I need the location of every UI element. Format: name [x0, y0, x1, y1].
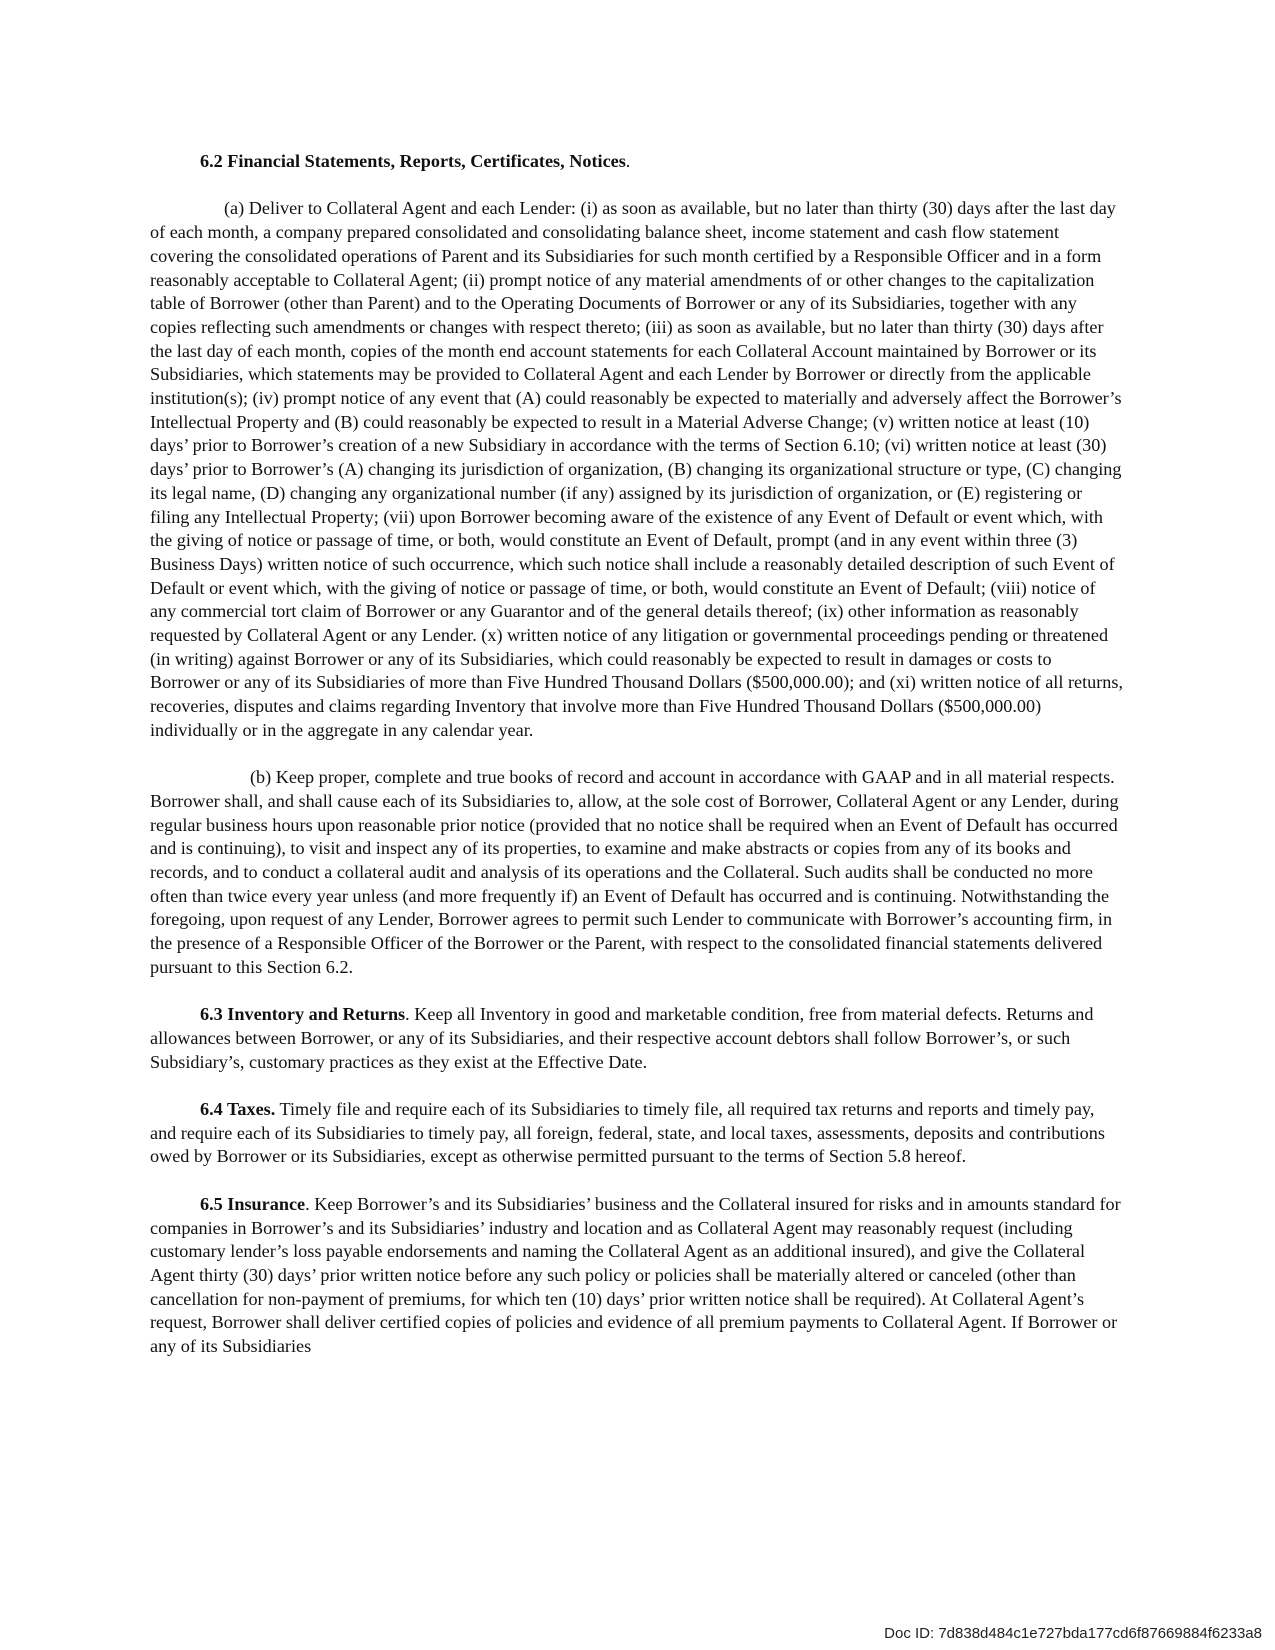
section-6-2-title-period: .	[625, 151, 631, 171]
section-6-2-paragraph-a: (a) Deliver to Collateral Agent and each Lender: (i) as soon as available, but no later than thirty (30) days after the last day of each month, a company prepared consolidated and consolidating balance sheet, income statement and cash flow statement covering the consolidated operations of Parent and its Subsidiaries for such month certified by a Responsible Officer and in a form reasonably acceptable to Collateral Agent; (ii) prompt notice of any material amendments of or other changes to the capitalization table of Borrower (other than Parent) and to the Operating Documents of Borrower or any of its Subsidiaries, together with any copies reflecting such amendments or changes with respect thereto; (iii) as soon as available, but no later than thirty (30) days after the last day of each month, copies of the month end account statements for each Collateral Account maintained by Borrower or its Subsidiaries, which statements may be provided to Collateral Agent and each Lender by Borrower or directly from the applicable institution(s); (iv) prompt notice of any event that (A) could reasonably be expected to materially and adversely affect the Borrower’s Intellectual Property and (B) could reasonably be expected to result in a Material Adverse Change; (v) written notice at least (10) days’ prior to Borrower’s creation of a new Subsidiary in accordance with the terms of Section 6.10; (vi) written notice at least (30) days’ prior to Borrower’s (A) changing its jurisdiction of organization, (B) changing its organizational structure or type, (C) changing its legal name, (D) changing any organizational number (if any) assigned by its jurisdiction of organization, or (E) registering or filing any Intellectual Property; (vii) upon Borrower becoming aware of the existence of any Event of Default or event which, with the giving of notice or passage of time, or both, would constitute an Event of Default, prompt (and in any event within three (3) Business Days) written notice of such occurrence, which such notice shall include a reasonably detailed description of such Event of Default or event which, with the giving of notice or passage of time, or both, would constitute an Event of Default; (viii) notice of any commercial tort claim of Borrower or any Guarantor and of the general details thereof; (ix) other information as reasonably requested by Collateral Agent or any Lender. (x) written notice of any litigation or governmental proceedings pending or threatened (in writing) against Borrower or any of its Subsidiaries, which could reasonably be expected to result in damages or costs to Borrower or any of its Subsidiaries of more than Five Hundred Thousand Dollars ($500,000.00); and (xi) written notice of all returns, recoveries, disputes and claims regarding Inventory that involve more than Five Hundred Thousand Dollars ($500,000.00) individually or in the aggregate in any calendar year.	[150, 198, 1123, 740]
section-6-2-title: 6.2 Financial Statements, Reports, Certificates, Notices	[200, 151, 626, 171]
section-6-5-paragraph	[150, 1193, 1125, 1359]
section-6-3-text: . Keep all Inventory in good and marketable condition, free from material defects. Returns and allowances between Borrower, or any of its Subsidiaries, and their respective account debtors shall follow Borrower’s, or such Subsidiary’s, customary practices as they exist at the Effective Date.	[150, 1004, 1094, 1072]
section-6-3-paragraph	[150, 1003, 1125, 1074]
section-6-4-text: Timely file and require each of its Subsidiaries to timely file, all required tax returns and reports and timely pay, and require each of its Subsidiaries to timely pay, all foreign, federal, state, and local taxes, assessments, deposits and contributions owed by Borrower or its Subsidiaries, except as otherwise permitted pursuant to the terms of Section 5.8 hereof.	[150, 1099, 1105, 1167]
section-6-2-heading	[150, 150, 1125, 174]
section-6-2-paragraph-b: (b) Keep proper, complete and true books of record and account in accordance with GAAP and in all material respects. Borrower shall, and shall cause each of its Subsidiaries to, allow, at the sole cost of Borrower, Collateral Agent or any Lender, during regular business hours upon reasonable prior notice (provided that no notice shall be required when an Event of Default has occurred and is continuing), to visit and inspect any of its properties, to examine and make abstracts or copies from any of its books and records, and to conduct a collateral audit and analysis of its operations and the Collateral. Such audits shall be conducted no more often than twice every year unless (and more frequently if) an Event of Default has occurred and is continuing. Notwithstanding the foregoing, upon request of any Lender, Borrower agrees to permit such Lender to communicate with Borrower’s accounting firm, in the presence of a Responsible Officer of the Borrower or the Parent, with respect to the consolidated financial statements delivered pursuant to this Section 6.2.	[150, 767, 1119, 977]
section-6-3-heading: 6.3 Inventory and Returns	[200, 1004, 406, 1025]
doc-id-footer: Doc ID: 7d838d484c1e727bda177cd6f87669884f6233a8	[884, 1625, 1262, 1642]
document-body	[150, 150, 1125, 1382]
section-6-5-heading: 6.5 Insurance	[200, 1193, 306, 1214]
section-6-5-text: . Keep Borrower’s and its Subsidiaries’ business and the Collateral insured for risks and in amounts standard for companies in Borrower’s and its Subsidiaries’ industry and location and as Collateral Agent may reasonably request (including customary lender’s loss payable endorsements and naming the Collateral Agent as an additional insured), and give the Collateral Agent thirty (30) days’ prior written notice before any such policy or policies shall be materially altered or canceled (other than cancellation for non-payment of premiums, for which ten (10) days’ prior written notice shall be required). At Collateral Agent’s request, Borrower shall deliver certified copies of policies and evidence of all premium payments to Collateral Agent. If Borrower or any of its Subsidiaries	[150, 1193, 1121, 1357]
section-6-4-heading: 6.4 Taxes.	[200, 1099, 276, 1120]
section-6-4-paragraph	[150, 1098, 1125, 1169]
